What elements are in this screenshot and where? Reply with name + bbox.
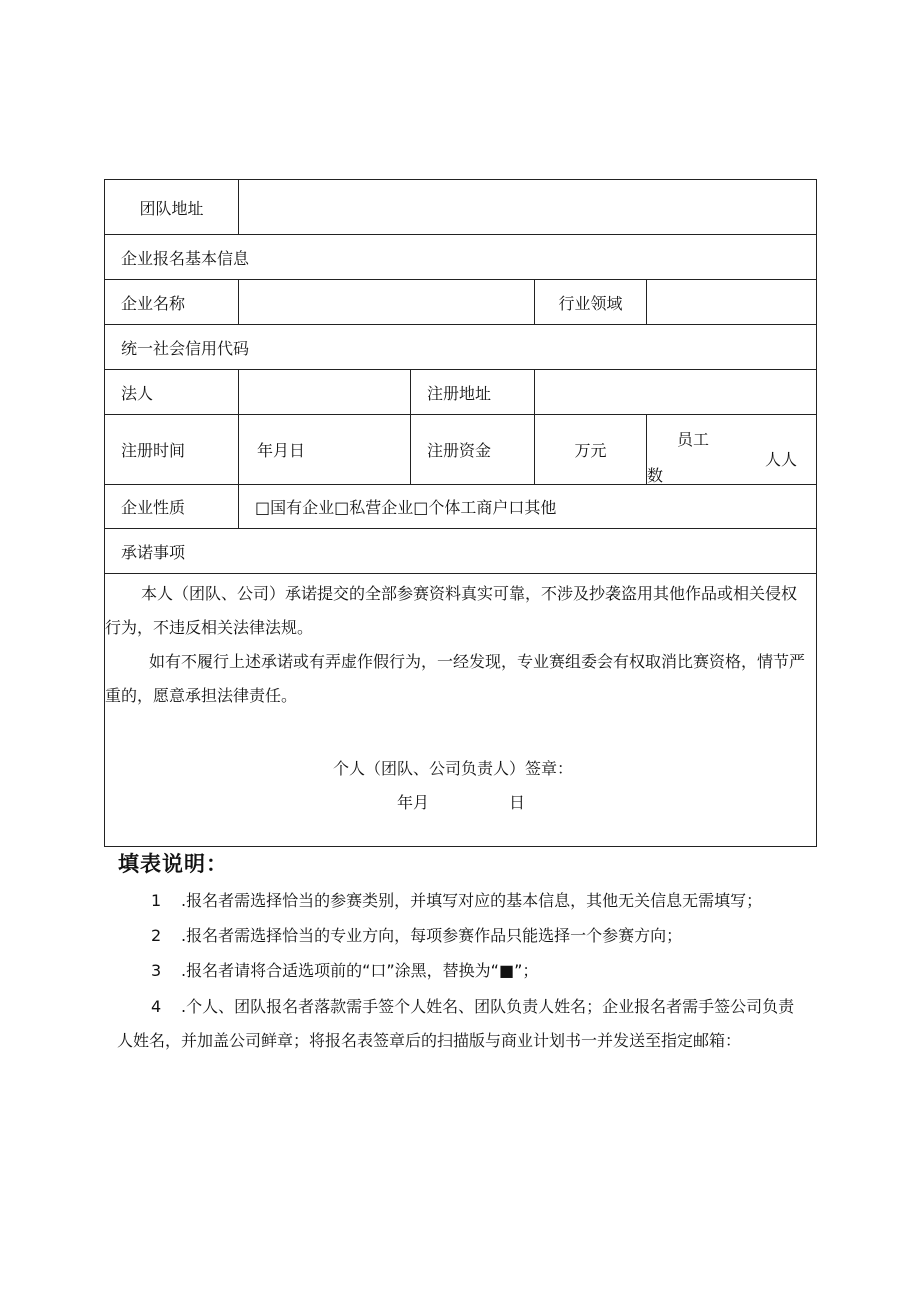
legal-person-label: 法人: [105, 370, 239, 415]
commitment-label: 承诺事项: [105, 529, 817, 574]
note-item-3: [117, 954, 807, 988]
employee-label-top: 员工: [677, 430, 710, 449]
date-day: 日: [509, 793, 526, 812]
reg-time-label: 注册时间: [105, 415, 239, 485]
reg-capital-field[interactable]: 万元: [535, 415, 647, 485]
commitment-box: [105, 574, 817, 847]
note-item-2: [117, 919, 807, 953]
commitment-paragraph-1: 本人（团队、公司）承诺提交的全部参赛资料真实可靠，不涉及抄袭盗用其他作品或相关侵权行为，不违反相关法律法规。: [105, 584, 798, 637]
reg-capital-label: 注册资金: [411, 415, 535, 485]
reg-address-label: 注册地址: [411, 370, 535, 415]
signature-label: 个人（团队、公司负责人）签章：: [333, 759, 574, 778]
employee-unit: 人人: [765, 450, 798, 469]
note-text: .报名者需选择恰当的专业方向，每项参赛作品只能选择一个参赛方向；: [181, 926, 683, 945]
industry-label: 行业领域: [535, 280, 647, 325]
note-item-1: [117, 884, 807, 918]
note-text: .报名者需选择恰当的参赛类别，并填写对应的基本信息，其他无关信息无需填写；: [181, 891, 763, 910]
team-address-field[interactable]: [239, 180, 817, 235]
industry-field[interactable]: [647, 280, 817, 325]
note-text: .报名者请将合适选项前的“口”涂黑，替换为“■”；: [181, 961, 539, 980]
reg-time-field[interactable]: 年月日: [239, 415, 411, 485]
date-year-month: 年月: [397, 793, 430, 812]
company-name-field[interactable]: [239, 280, 535, 325]
credit-code-label[interactable]: 统一社会信用代码: [105, 325, 817, 370]
commitment-paragraph-2: 如有不履行上述承诺或有弄虚作假行为，一经发现，专业赛组委会有权取消比赛资格，情节严重的，愿意承担法律责任。: [105, 652, 806, 705]
nature-options[interactable]: □国有企业□私营企业□个体工商户口其他: [239, 485, 817, 529]
team-address-label: 团队地址: [105, 180, 239, 235]
reg-address-field[interactable]: [535, 370, 817, 415]
note-number: 4: [151, 997, 162, 1016]
note-text: .个人、团队报名者落款需手签个人姓名、团队负责人姓名；企业报名者需手签公司负责人姓名，并加盖公司鲜章；将报名表签章后的扫描版与商业计划书一并发送至指定邮箱：: [117, 997, 795, 1050]
registration-form-table: [104, 179, 817, 847]
employee-count-cell[interactable]: [647, 415, 817, 485]
note-number: 3: [151, 961, 162, 980]
enterprise-section-title: 企业报名基本信息: [105, 235, 817, 280]
notes-title: 填表说明：: [118, 852, 228, 876]
note-number: 1: [151, 891, 162, 910]
legal-person-field[interactable]: [239, 370, 411, 415]
note-number: 2: [151, 926, 162, 945]
note-item-4: [117, 990, 807, 1058]
nature-label: 企业性质: [105, 485, 239, 529]
employee-label-bottom: 数: [647, 466, 664, 485]
company-name-label: 企业名称: [105, 280, 239, 325]
